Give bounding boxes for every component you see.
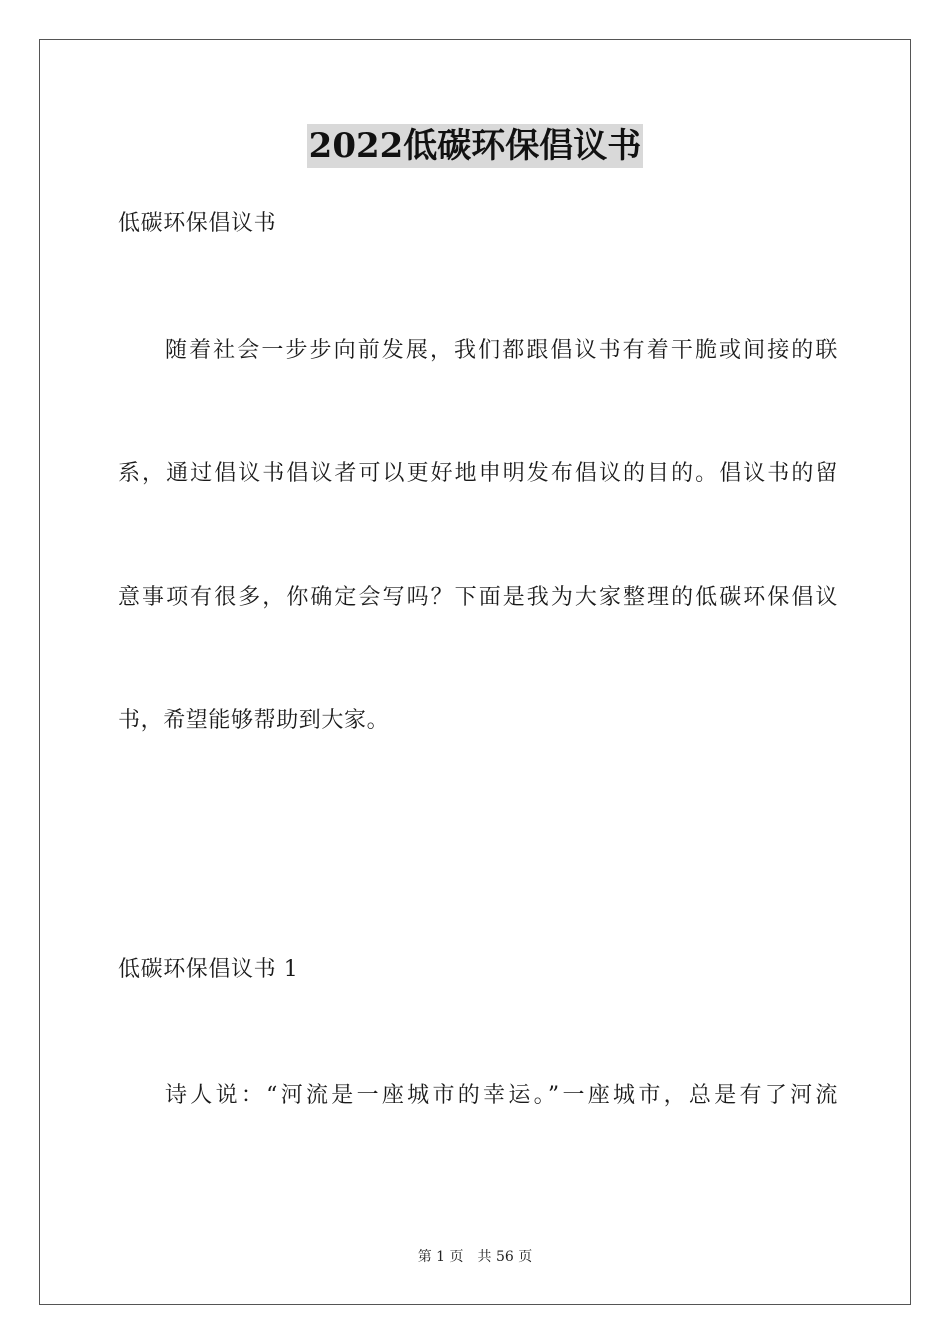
- section1-line-1: 诗人说：“河流是一座城市的幸运。”一座城市，总是有了河流: [165, 1083, 838, 1108]
- document-title: 2022低碳环保倡议书: [308, 126, 642, 166]
- page-number: 第 1 页: [417, 1249, 464, 1265]
- section1-heading: 低碳环保倡议书 1: [118, 957, 299, 982]
- document-subtitle: 低碳环保倡议书: [118, 211, 277, 236]
- intro-line-1: 随着社会一步步向前发展，我们都跟倡议书有着干脆或间接的联: [165, 338, 838, 363]
- page-footer: [0, 1248, 950, 1266]
- intro-line-4: 书，希望能够帮助到大家。: [118, 708, 390, 733]
- intro-line-2: 系，通过倡议书倡议者可以更好地申明发布倡议的目的。倡议书的留: [118, 461, 838, 486]
- page-total: 共 56 页: [477, 1249, 533, 1265]
- title-wrap: [0, 124, 950, 168]
- intro-line-3: 意事项有很多，你确定会写吗？下面是我为大家整理的低碳环保倡议: [118, 585, 838, 610]
